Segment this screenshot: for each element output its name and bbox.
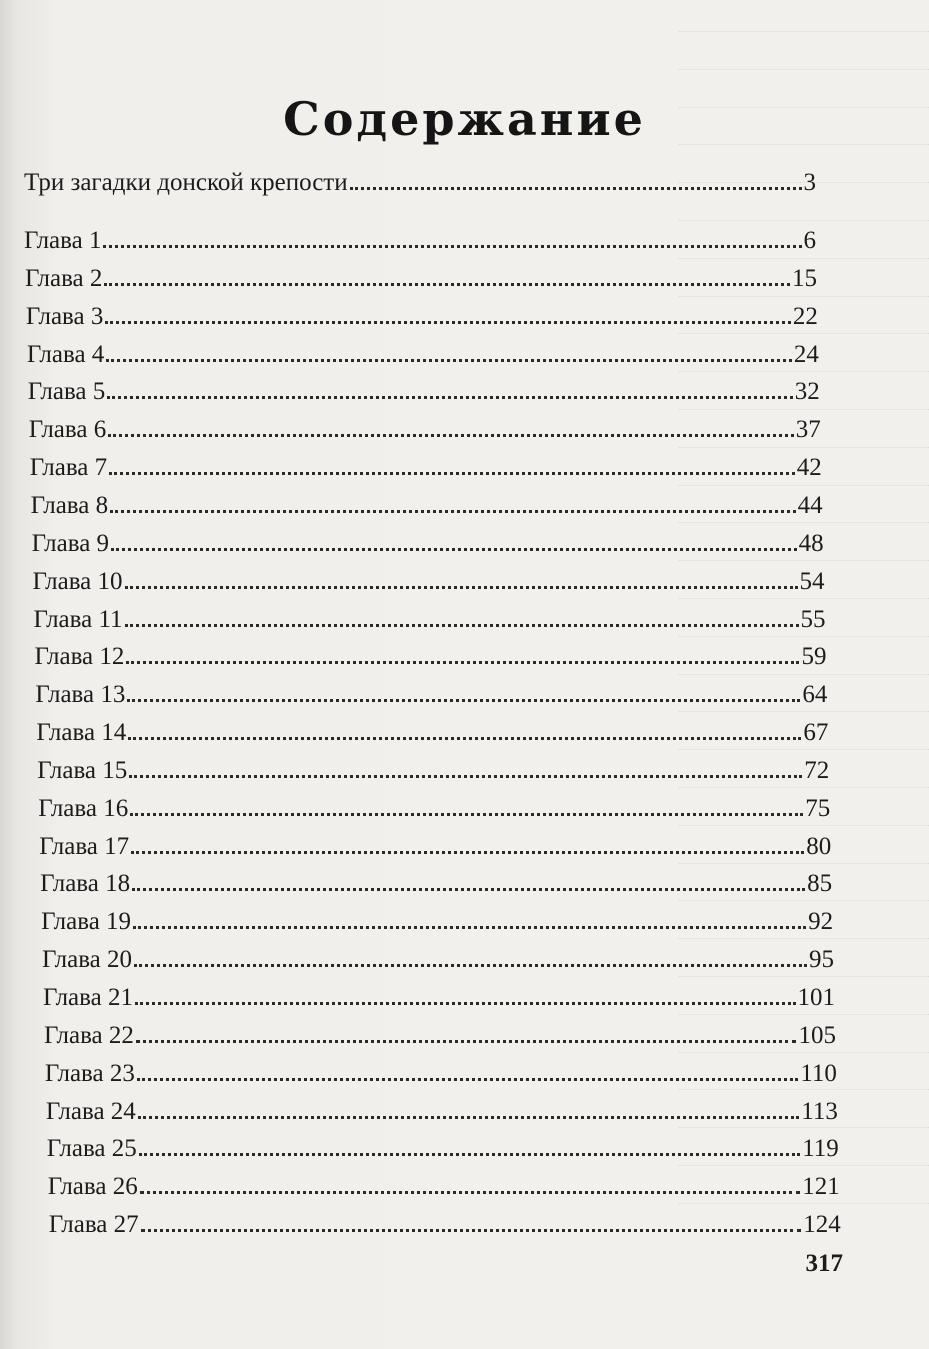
toc-entry-6	[29, 415, 821, 445]
toc-entry-page: 37	[795, 416, 821, 444]
toc-entry-11	[34, 605, 826, 635]
toc-entry-label: Глава 4	[26, 340, 105, 368]
toc-entry-label: Глава 1	[24, 227, 102, 254]
toc-entry-label: Глава 8	[30, 491, 109, 519]
toc-entry-page: 80	[806, 832, 832, 860]
toc-entry-14	[36, 718, 828, 748]
toc-leader-dots	[137, 1077, 798, 1081]
toc-entry-18	[40, 869, 832, 899]
toc-entry-9	[32, 529, 824, 559]
toc-leader-dots	[134, 963, 807, 967]
toc-leader-dots	[130, 812, 803, 816]
toc-entry-page: 95	[809, 946, 835, 974]
toc-entry-26	[48, 1172, 840, 1202]
toc-leader-dots	[125, 623, 799, 627]
toc-entry-2	[25, 264, 817, 294]
toc-entry-label: Глава 21	[43, 984, 133, 1011]
toc-leader-dots	[127, 698, 800, 702]
toc-entry-page: 24	[793, 340, 819, 368]
toc-leader-dots	[107, 395, 793, 399]
toc-entry-label: Глава 12	[34, 643, 125, 671]
toc-entry-label: Глава 6	[28, 416, 107, 444]
toc-leader-dots	[133, 925, 806, 929]
toc-entry-19	[41, 907, 833, 937]
toc-entry-label: Глава 20	[42, 946, 133, 974]
toc-leader-dots	[125, 585, 798, 589]
toc-entry-page: 48	[798, 529, 824, 557]
toc-entry-label: Глава 25	[46, 1135, 137, 1163]
toc-entry-page: 110	[800, 1059, 837, 1087]
toc-entry-label: Глава 16	[38, 794, 129, 822]
toc-leader-dots	[136, 1039, 797, 1043]
toc-entry-page: 105	[798, 1021, 836, 1049]
toc-entry-8	[31, 491, 823, 521]
toc-entry-label: Глава 10	[32, 567, 123, 595]
toc-entry-intro	[24, 168, 816, 198]
toc-leader-dots	[139, 1152, 800, 1156]
toc-entry-page: 75	[805, 794, 831, 822]
toc-entry-label: Глава 2	[24, 264, 103, 292]
toc-entry-21	[43, 983, 835, 1013]
toc-entry-23	[45, 1059, 837, 1089]
toc-leader-dots	[128, 736, 801, 740]
toc-entry-page: 32	[794, 378, 820, 406]
toc-entry-page: 92	[808, 908, 834, 936]
toc-entry-label: Глава 26	[47, 1173, 138, 1201]
toc-leader-dots	[141, 1228, 802, 1232]
toc-entry-label: Глава 22	[43, 1021, 134, 1049]
toc-leader-dots	[131, 850, 804, 854]
toc-entry-label: Глава 9	[31, 529, 110, 557]
toc-leader-dots	[350, 186, 802, 190]
toc-entry-3	[26, 302, 818, 332]
toc-entry-label: Глава 24	[45, 1097, 136, 1125]
toc-entry-label: Глава 23	[44, 1059, 135, 1087]
toc-entry-label: Глава 18	[40, 870, 131, 898]
page-title: Содержание	[283, 92, 646, 146]
toc-entry-page: 119	[802, 1135, 839, 1163]
toc-entry-13	[35, 680, 827, 710]
toc-entry-page: 15	[791, 264, 817, 292]
toc-entry-4	[27, 340, 819, 370]
toc-entry-label: Глава 14	[36, 719, 127, 747]
page-number: 317	[805, 1250, 843, 1277]
toc-leader-dots	[108, 433, 794, 437]
toc-entry-label: Три загадки донской крепости	[24, 169, 348, 196]
toc-entry-7	[30, 453, 822, 483]
toc-entry-10	[33, 567, 825, 597]
toc-entry-label: Глава 3	[25, 302, 104, 330]
toc-leader-dots	[103, 244, 801, 248]
toc-entry-page: 59	[801, 643, 827, 671]
toc-entry-15	[37, 756, 829, 786]
toc-entry-27	[49, 1210, 841, 1240]
toc-leader-dots	[106, 358, 792, 362]
toc-entry-page: 54	[799, 567, 825, 595]
toc-entry-page: 44	[797, 491, 823, 519]
toc-leader-dots	[126, 660, 799, 664]
toc-entry-page: 85	[807, 870, 833, 898]
toc-entry-page: 72	[804, 756, 830, 784]
toc-entry-page: 101	[797, 984, 835, 1011]
toc-leader-dots	[104, 282, 790, 286]
toc-entry-page: 55	[800, 605, 826, 633]
toc-entry-page: 3	[803, 169, 816, 196]
toc-leader-dots	[140, 1190, 801, 1194]
toc-entry-page: 6	[803, 227, 816, 254]
toc-entry-label: Глава 19	[41, 908, 132, 936]
toc-entry-label: Глава 15	[37, 756, 128, 784]
toc-entry-label: Глава 17	[39, 832, 130, 860]
toc-entry-5	[28, 377, 820, 407]
toc-leader-dots	[105, 320, 791, 324]
toc-entry-22	[44, 1021, 836, 1051]
toc-entry-page: 113	[801, 1097, 838, 1125]
toc-entry-label: Глава 27	[48, 1211, 139, 1239]
toc-entry-1	[24, 226, 816, 256]
toc-leader-dots	[110, 509, 796, 513]
toc-leader-dots	[111, 547, 797, 551]
toc-entry-25	[47, 1134, 839, 1164]
toc-entry-24	[46, 1097, 838, 1127]
toc-entry-12	[34, 642, 826, 672]
toc-entry-16	[38, 794, 830, 824]
toc-entry-label: Глава 11	[33, 605, 123, 633]
toc-leader-dots	[138, 1115, 799, 1119]
toc-entry-page: 42	[796, 454, 822, 482]
toc-entry-page: 64	[802, 681, 828, 709]
toc-leader-dots	[129, 774, 802, 778]
toc-entry-17	[39, 832, 831, 862]
toc-leader-dots	[109, 471, 795, 475]
toc-entry-label: Глава 7	[29, 454, 108, 482]
toc-leader-dots	[132, 887, 805, 891]
toc-entry-page: 121	[802, 1173, 840, 1201]
toc-entry-20	[42, 945, 834, 975]
toc-entry-page: 22	[792, 302, 818, 330]
toc-leader-dots	[135, 1001, 796, 1005]
toc-entry-label: Глава 5	[27, 378, 106, 406]
toc-entry-label: Глава 13	[35, 681, 126, 709]
toc-entry-page: 124	[803, 1211, 841, 1239]
toc-entry-page: 67	[803, 719, 829, 747]
